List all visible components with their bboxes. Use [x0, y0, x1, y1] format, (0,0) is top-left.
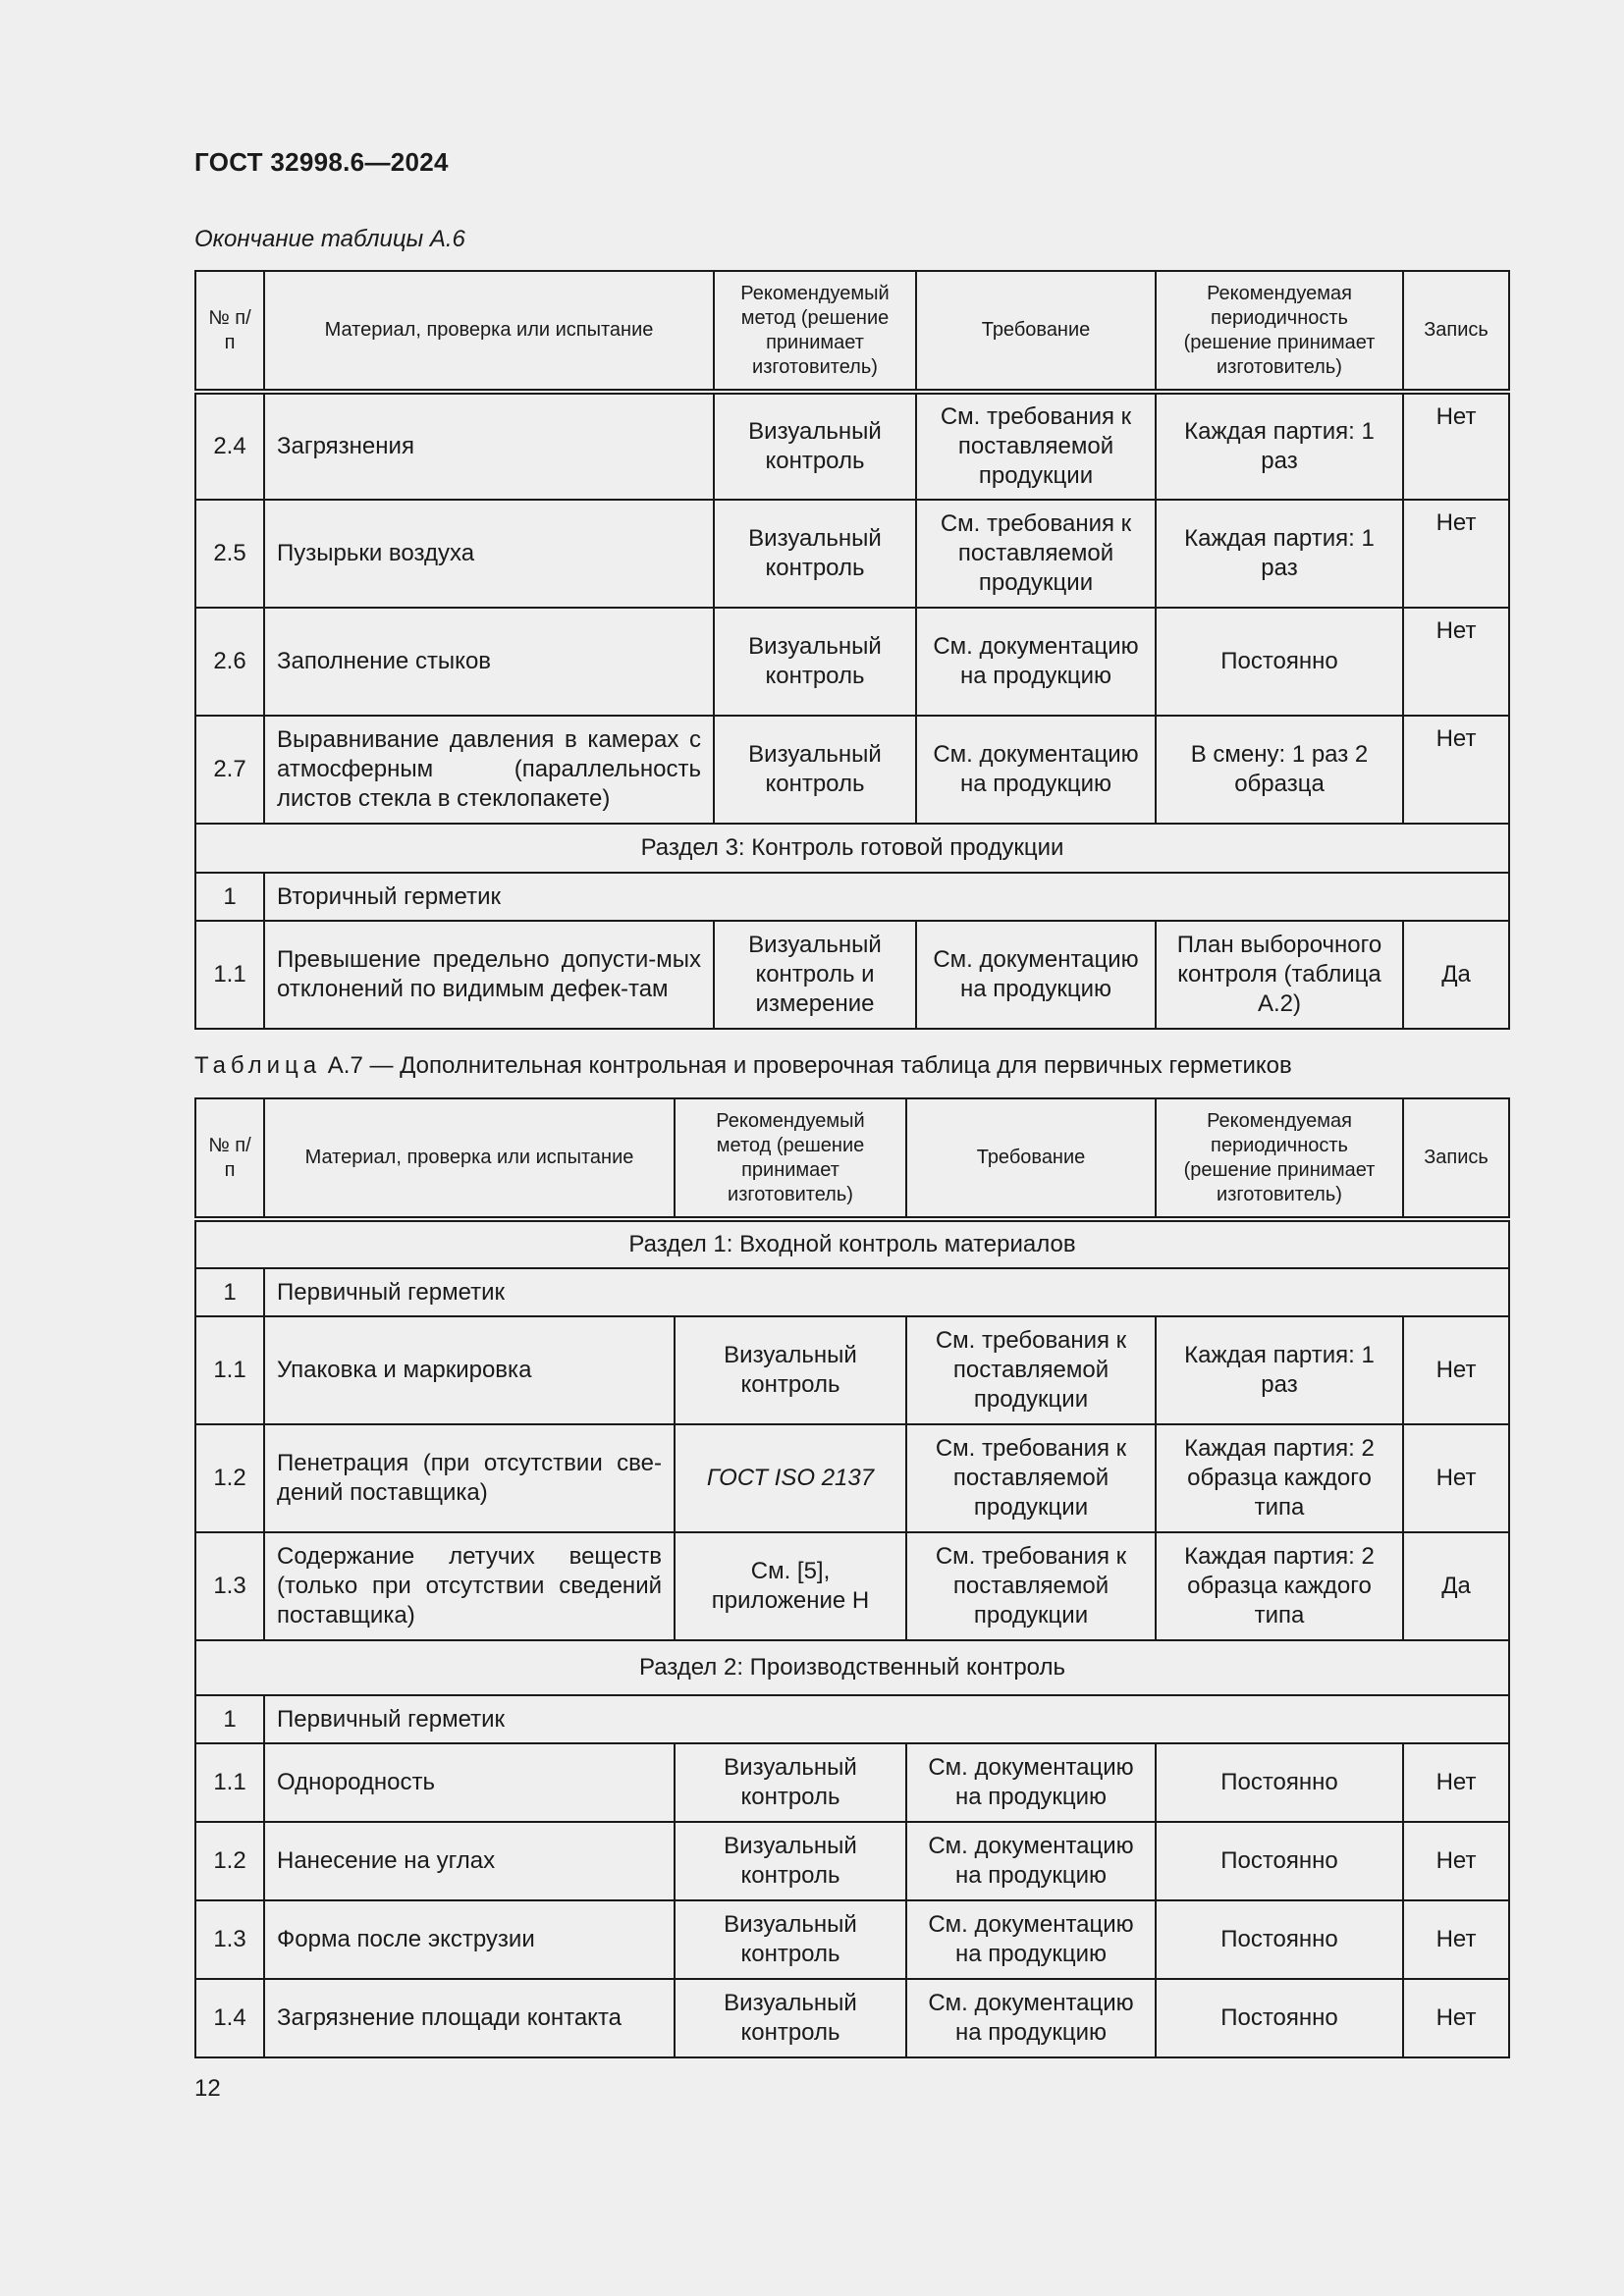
row-num: 2.6 — [195, 608, 264, 716]
table-label: Таблица — [194, 1052, 322, 1079]
row-record: Нет — [1403, 1822, 1509, 1900]
row-requirement: См. документацию на продукцию — [906, 1743, 1156, 1822]
row-method: Визуальный контроль — [675, 1316, 906, 1424]
section-row — [195, 1640, 1509, 1695]
row-num: 1.1 — [195, 921, 264, 1029]
row-period: Каждая партия: 1 раз — [1156, 500, 1403, 608]
row-item: Содержание летучих веществ (только при отсутствии сведений поставщика) — [264, 1532, 675, 1640]
row-num: 1.2 — [195, 1424, 264, 1532]
row-record: Нет — [1403, 608, 1509, 716]
row-requirement: См. документацию на продукцию — [906, 1979, 1156, 2057]
col-header-period: Рекомендуемая периодичность (решение принимает изготовитель) — [1156, 271, 1403, 392]
row-item: Загрязнение площади контакта — [264, 1979, 675, 2057]
col-header-requirement: Требование — [906, 1098, 1156, 1219]
row-period: Постоянно — [1156, 1900, 1403, 1979]
row-item: Нанесение на углах — [264, 1822, 675, 1900]
col-header-item: Материал, проверка или испытание — [264, 1098, 675, 1219]
row-requirement: См. документацию на продукцию — [916, 921, 1156, 1029]
row-item: Упаковка и маркировка — [264, 1316, 675, 1424]
table-a7 — [194, 1097, 1510, 2058]
row-method: Визуальный контроль — [675, 1900, 906, 1979]
col-header-record: Запись — [1403, 271, 1509, 392]
row-requirement: См. требования к поставляемой продукции — [916, 392, 1156, 500]
group-row — [195, 873, 1509, 921]
row-item: Загрязнения — [264, 392, 714, 500]
row-record: Нет — [1403, 1424, 1509, 1532]
table-row — [195, 921, 1509, 1029]
table-row — [195, 716, 1509, 824]
group-num: 1 — [195, 1695, 264, 1743]
col-header-method: Рекомендуемый метод (решение принимает изготовитель) — [675, 1098, 906, 1219]
group-num: 1 — [195, 873, 264, 921]
row-period: Постоянно — [1156, 1979, 1403, 2057]
row-period: Каждая партия: 2 образца каждого типа — [1156, 1424, 1403, 1532]
table-row — [195, 392, 1509, 500]
col-header-num: № п/п — [195, 271, 264, 392]
col-header-method: Рекомендуемый метод (решение принимает изготовитель) — [714, 271, 916, 392]
table-a7-caption — [194, 1052, 1292, 1080]
row-requirement: См. требования к поставляемой продукции — [906, 1316, 1156, 1424]
row-num: 1.4 — [195, 1979, 264, 2057]
row-item: Превышение предельно допусти-мых отклонений по видимым дефек-там — [264, 921, 714, 1029]
table-title: А.7 — Дополнительная контрольная и проверочная таблица для первичных герметиков — [321, 1052, 1292, 1079]
row-period: Каждая партия: 1 раз — [1156, 392, 1403, 500]
col-header-num: № п/п — [195, 1098, 264, 1219]
table-row — [195, 1822, 1509, 1900]
row-record: Нет — [1403, 392, 1509, 500]
row-method: Визуальный контроль — [714, 716, 916, 824]
row-period: В смену: 1 раз 2 образца — [1156, 716, 1403, 824]
row-record: Нет — [1403, 1743, 1509, 1822]
row-record: Нет — [1403, 500, 1509, 608]
table-row — [195, 1532, 1509, 1640]
group-num: 1 — [195, 1268, 264, 1316]
table-row — [195, 1424, 1509, 1532]
row-item: Пузырьки воздуха — [264, 500, 714, 608]
row-item: Однородность — [264, 1743, 675, 1822]
row-num: 2.7 — [195, 716, 264, 824]
row-method: Визуальный контроль и измерение — [714, 921, 916, 1029]
table-header-row — [195, 271, 1509, 392]
page-number: 12 — [194, 2075, 221, 2102]
row-num: 2.4 — [195, 392, 264, 500]
row-num: 2.5 — [195, 500, 264, 608]
row-num: 1.2 — [195, 1822, 264, 1900]
row-record: Нет — [1403, 1316, 1509, 1424]
row-item: Заполнение стыков — [264, 608, 714, 716]
row-method: См. [5], приложение Н — [675, 1532, 906, 1640]
table-row — [195, 608, 1509, 716]
col-header-item: Материал, проверка или испытание — [264, 271, 714, 392]
row-requirement: См. документацию на продукцию — [916, 716, 1156, 824]
row-period: План выборочного контроля (таблица А.2) — [1156, 921, 1403, 1029]
document-code: ГОСТ 32998.6—2024 — [194, 147, 449, 177]
row-method: ГОСТ ISO 2137 — [675, 1424, 906, 1532]
col-header-period: Рекомендуемая периодичность (решение принимает изготовитель) — [1156, 1098, 1403, 1219]
row-period: Постоянно — [1156, 608, 1403, 716]
row-num: 1.1 — [195, 1743, 264, 1822]
row-method: Визуальный контроль — [675, 1743, 906, 1822]
row-num: 1.1 — [195, 1316, 264, 1424]
row-requirement: См. требования к поставляемой продукции — [916, 500, 1156, 608]
table-row — [195, 1979, 1509, 2057]
row-record: Нет — [1403, 716, 1509, 824]
table-a6 — [194, 270, 1510, 1030]
row-requirement: См. требования к поставляемой продукции — [906, 1532, 1156, 1640]
table-header-row — [195, 1098, 1509, 1219]
table-a6-caption: Окончание таблицы А.6 — [194, 226, 465, 252]
row-method: Визуальный контроль — [714, 608, 916, 716]
group-row — [195, 1695, 1509, 1743]
row-method: Визуальный контроль — [714, 392, 916, 500]
row-requirement: См. документацию на продукцию — [906, 1900, 1156, 1979]
row-num: 1.3 — [195, 1900, 264, 1979]
group-title: Первичный герметик — [264, 1268, 1509, 1316]
section-title: Раздел 3: Контроль готовой продукции — [195, 824, 1509, 873]
col-header-record: Запись — [1403, 1098, 1509, 1219]
row-method: Визуальный контроль — [675, 1979, 906, 2057]
row-item: Выравнивание давления в камерах с атмосферным (параллельность листов стекла в стеклопакете) — [264, 716, 714, 824]
group-title: Вторичный герметик — [264, 873, 1509, 921]
group-row — [195, 1268, 1509, 1316]
row-record: Да — [1403, 921, 1509, 1029]
table-row — [195, 500, 1509, 608]
row-period: Каждая партия: 1 раз — [1156, 1316, 1403, 1424]
group-title: Первичный герметик — [264, 1695, 1509, 1743]
row-item: Форма после экструзии — [264, 1900, 675, 1979]
row-period: Постоянно — [1156, 1743, 1403, 1822]
row-record: Да — [1403, 1532, 1509, 1640]
row-requirement: См. требования к поставляемой продукции — [906, 1424, 1156, 1532]
table-row — [195, 1316, 1509, 1424]
section-row — [195, 1219, 1509, 1268]
row-method: Визуальный контроль — [675, 1822, 906, 1900]
row-requirement: См. документацию на продукцию — [916, 608, 1156, 716]
row-period: Постоянно — [1156, 1822, 1403, 1900]
table-row — [195, 1743, 1509, 1822]
section-title: Раздел 2: Производственный контроль — [195, 1640, 1509, 1695]
row-method: Визуальный контроль — [714, 500, 916, 608]
section-row — [195, 824, 1509, 873]
row-item: Пенетрация (при отсутствии све-дений поставщика) — [264, 1424, 675, 1532]
row-requirement: См. документацию на продукцию — [906, 1822, 1156, 1900]
table-row — [195, 1900, 1509, 1979]
row-num: 1.3 — [195, 1532, 264, 1640]
row-record: Нет — [1403, 1979, 1509, 2057]
section-title: Раздел 1: Входной контроль материалов — [195, 1219, 1509, 1268]
row-period: Каждая партия: 2 образца каждого типа — [1156, 1532, 1403, 1640]
col-header-requirement: Требование — [916, 271, 1156, 392]
row-record: Нет — [1403, 1900, 1509, 1979]
